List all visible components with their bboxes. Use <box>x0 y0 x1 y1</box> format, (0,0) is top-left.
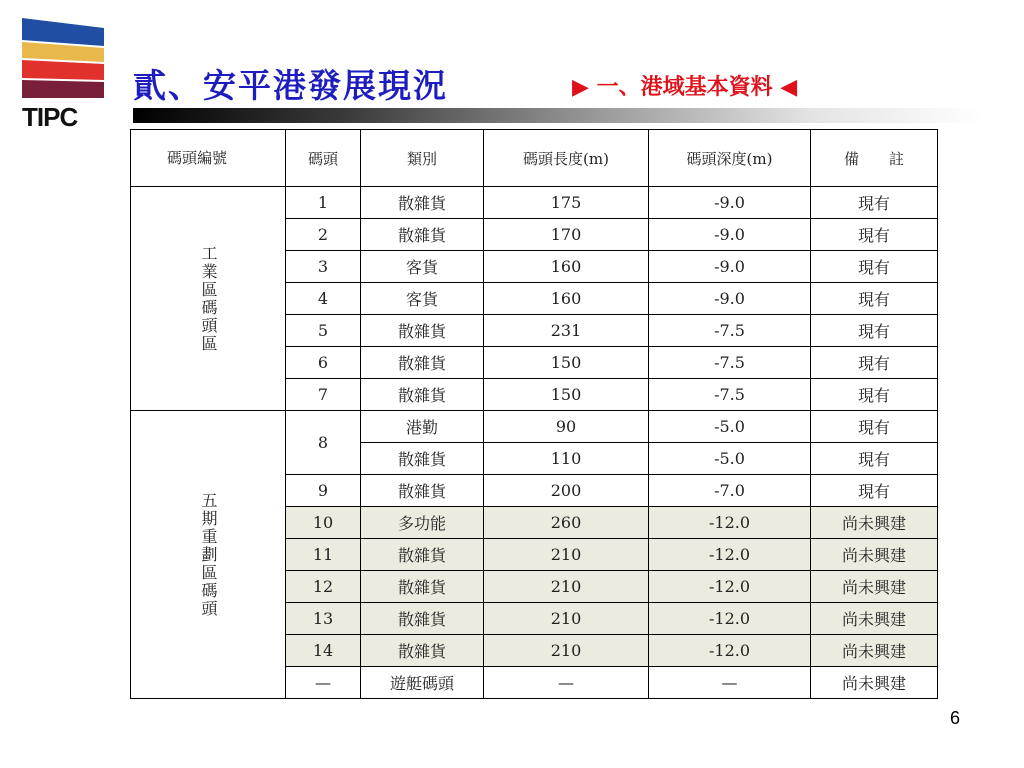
wharf-type: 散雜貨 <box>361 187 484 219</box>
wharf-note: 尚未興建 <box>811 635 938 667</box>
wharf-note: 尚未興建 <box>811 507 938 539</box>
header-wharf: 碼頭 <box>286 130 361 187</box>
wharf-note: 尚未興建 <box>811 571 938 603</box>
wharf-length: 150 <box>484 379 649 411</box>
wharf-depth: — <box>649 667 811 699</box>
wharf-note: 現有 <box>811 475 938 507</box>
wharf-depth: -7.5 <box>649 315 811 347</box>
wharf-depth: -12.0 <box>649 507 811 539</box>
table-row <box>131 187 938 219</box>
wharf-length: 110 <box>484 443 649 475</box>
wharf-type: 遊艇碼頭 <box>361 667 484 699</box>
header-depth: 碼頭深度(m) <box>649 130 811 187</box>
wharf-no: 5 <box>286 315 361 347</box>
wharf-depth: -7.0 <box>649 475 811 507</box>
wharf-no: 2 <box>286 219 361 251</box>
wharf-length: 160 <box>484 251 649 283</box>
wharf-depth: -12.0 <box>649 539 811 571</box>
wharf-no: 9 <box>286 475 361 507</box>
section-subtitle: ▶ 一、港域基本資料 ◀ <box>572 74 798 100</box>
wharf-note: 現有 <box>811 187 938 219</box>
header-category: 類別 <box>361 130 484 187</box>
wharf-no: 11 <box>286 539 361 571</box>
header-wharf-code: 碼頭編號 <box>131 130 286 187</box>
wharf-no: — <box>286 667 361 699</box>
wharf-depth: -7.5 <box>649 379 811 411</box>
wharf-length: 210 <box>484 539 649 571</box>
wharf-type: 散雜貨 <box>361 315 484 347</box>
wharf-no: 8 <box>286 411 361 475</box>
wharf-no: 13 <box>286 603 361 635</box>
wharf-type: 客貨 <box>361 251 484 283</box>
wharf-no: 14 <box>286 635 361 667</box>
logo-text: TIPC <box>22 102 78 132</box>
wharf-length: — <box>484 667 649 699</box>
wharf-type: 散雜貨 <box>361 635 484 667</box>
wharf-length: 160 <box>484 283 649 315</box>
zone-name-phase5 <box>131 411 286 699</box>
wharf-note: 尚未興建 <box>811 667 938 699</box>
wharf-type: 散雜貨 <box>361 603 484 635</box>
wharf-type: 多功能 <box>361 507 484 539</box>
wharf-length: 231 <box>484 315 649 347</box>
page-title: 貳、安平港發展現況 <box>133 66 448 105</box>
wharf-length: 200 <box>484 475 649 507</box>
wharf-depth: -5.0 <box>649 443 811 475</box>
zone-label: 工業區碼頭區 <box>199 244 218 353</box>
wharf-depth: -7.5 <box>649 347 811 379</box>
wharf-no: 4 <box>286 283 361 315</box>
wharf-depth: -5.0 <box>649 411 811 443</box>
wharf-no: 3 <box>286 251 361 283</box>
wharf-type: 港勤 <box>361 411 484 443</box>
wharf-length: 210 <box>484 603 649 635</box>
wharf-type: 散雜貨 <box>361 443 484 475</box>
wharf-depth: -12.0 <box>649 571 811 603</box>
wharf-length: 260 <box>484 507 649 539</box>
wharf-length: 90 <box>484 411 649 443</box>
tipc-logo <box>22 18 104 130</box>
wharf-note: 尚未興建 <box>811 603 938 635</box>
wharf-note: 現有 <box>811 411 938 443</box>
table-row <box>131 411 938 443</box>
wharf-note: 現有 <box>811 443 938 475</box>
wharf-no: 6 <box>286 347 361 379</box>
wharf-length: 150 <box>484 347 649 379</box>
zone-label: 五期重劃區碼頭 <box>199 491 218 618</box>
wharf-type: 散雜貨 <box>361 379 484 411</box>
wharf-depth: -9.0 <box>649 251 811 283</box>
wharf-type: 散雜貨 <box>361 571 484 603</box>
wharf-length: 210 <box>484 571 649 603</box>
wharf-no: 10 <box>286 507 361 539</box>
wharf-depth: -12.0 <box>649 635 811 667</box>
wharf-length: 210 <box>484 635 649 667</box>
wharf-depth: -9.0 <box>649 283 811 315</box>
title-gradient-bar <box>133 108 983 123</box>
wharf-type: 客貨 <box>361 283 484 315</box>
wharf-type: 散雜貨 <box>361 347 484 379</box>
wharf-note: 現有 <box>811 379 938 411</box>
wharf-length: 170 <box>484 219 649 251</box>
page-number: 6 <box>950 708 961 728</box>
wharf-length: 175 <box>484 187 649 219</box>
wharf-table <box>130 129 938 699</box>
wharf-note: 現有 <box>811 283 938 315</box>
header-note: 備 註 <box>811 130 938 187</box>
wharf-no: 12 <box>286 571 361 603</box>
wharf-no: 1 <box>286 187 361 219</box>
wharf-note: 尚未興建 <box>811 539 938 571</box>
wharf-note: 現有 <box>811 347 938 379</box>
table-header-row <box>131 130 938 187</box>
wharf-type: 散雜貨 <box>361 219 484 251</box>
wharf-type: 散雜貨 <box>361 539 484 571</box>
wharf-note: 現有 <box>811 315 938 347</box>
wharf-type: 散雜貨 <box>361 475 484 507</box>
wharf-note: 現有 <box>811 219 938 251</box>
wharf-depth: -9.0 <box>649 219 811 251</box>
zone-name-industrial <box>131 187 286 411</box>
wharf-note: 現有 <box>811 251 938 283</box>
wharf-no: 7 <box>286 379 361 411</box>
wharf-depth: -9.0 <box>649 187 811 219</box>
wharf-depth: -12.0 <box>649 603 811 635</box>
header-length: 碼頭長度(m) <box>484 130 649 187</box>
